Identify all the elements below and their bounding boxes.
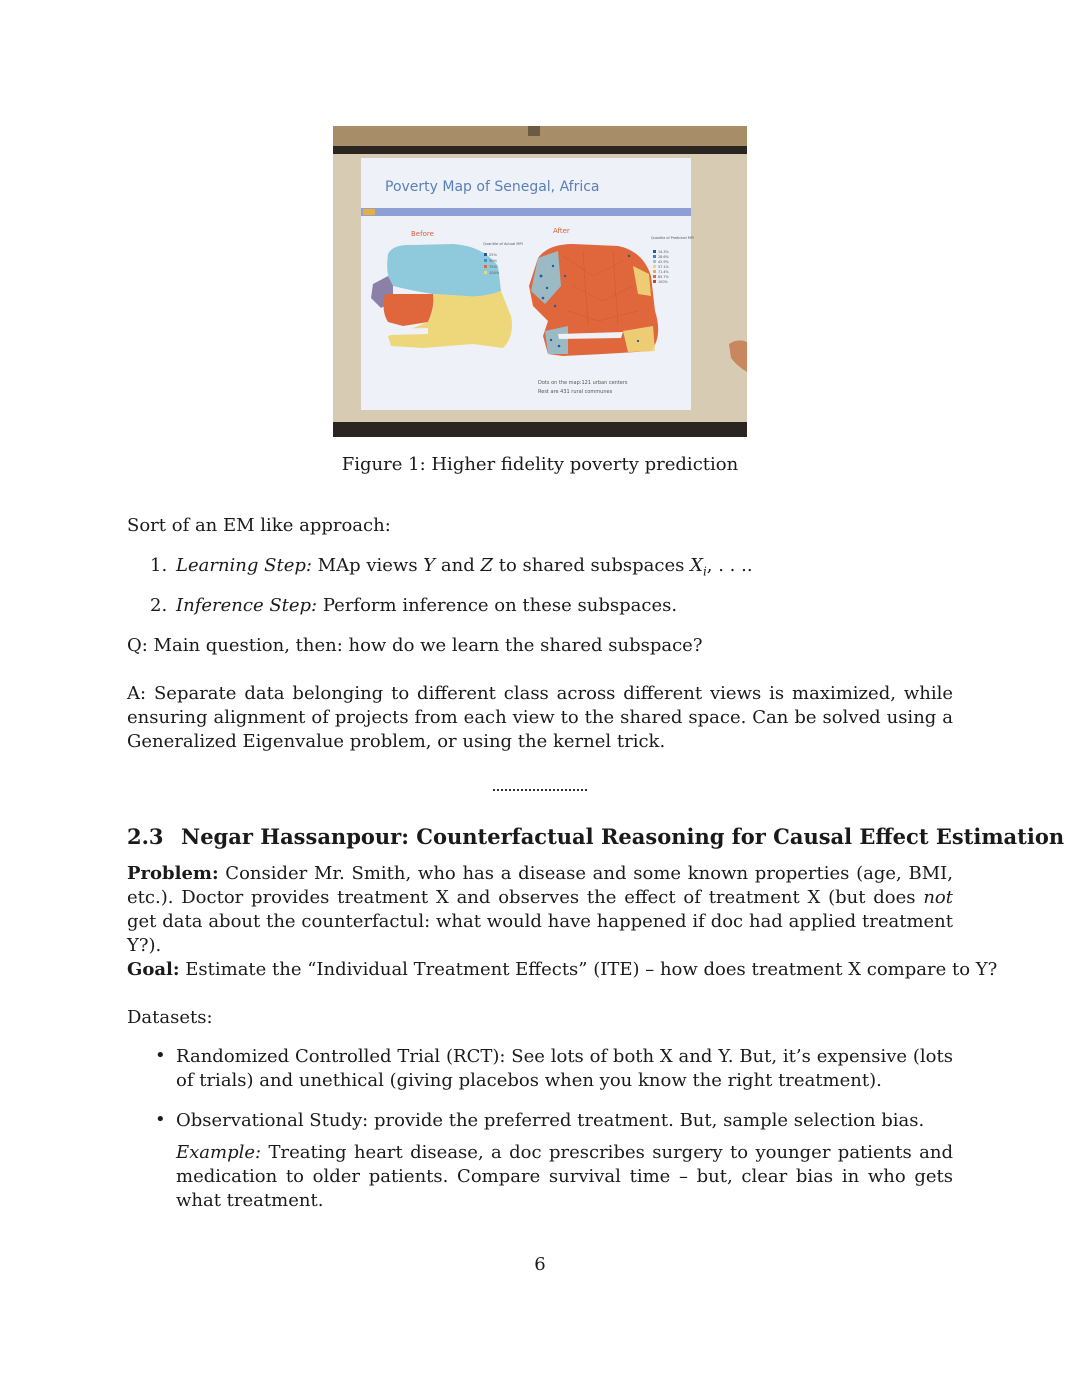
goal-label: Goal: — [127, 959, 180, 980]
after-legend-item: 28.6% — [658, 255, 669, 259]
after-legend-item: 14.3% — [658, 250, 669, 254]
intro-text: Sort of an EM like approach: — [127, 515, 391, 536]
before-legend-title: Quantile of Actual MPI — [483, 242, 523, 246]
step-inference — [176, 595, 677, 616]
after-legend-item: 57.1% — [658, 265, 669, 269]
problem-text: get data about the counterfactul: what would have happened if doc had applied treatment Y?). — [127, 911, 953, 956]
screen-top-frame — [333, 146, 747, 154]
section-separator — [493, 789, 587, 791]
before-label: Before — [411, 230, 434, 238]
goal-paragraph — [127, 958, 998, 982]
bullet-rct: Randomized Controlled Trial (RCT): See lots of both X and Y. But, it’s expensive (lots of trials) and unethical (giving placebos when you know the right treatment). — [176, 1046, 953, 1091]
before-legend-item: 75% — [489, 265, 497, 269]
section-title: Negar Hassanpour: Counterfactual Reasoning for Causal Effect Estimation — [181, 824, 1065, 849]
page-number: 6 — [534, 1254, 546, 1275]
after-legend-title: Quantile of Predicted MPI — [651, 236, 694, 240]
step-label: Inference Step: — [176, 595, 318, 616]
math-z: Z — [480, 555, 493, 576]
question-text: Q: Main question, then: how do we learn the shared subspace? — [127, 635, 703, 656]
section-number: 2.3 — [127, 824, 164, 849]
slide-note-2: Rest are 431 rural communes — [538, 389, 613, 395]
before-legend-item: 100% — [489, 271, 500, 275]
bullet-icon: • — [155, 1045, 166, 1066]
after-legend-item: 100% — [658, 280, 668, 284]
before-legend-item: 25% — [489, 253, 497, 257]
step-number: 2. — [150, 595, 168, 616]
step-label: Learning Step: — [176, 555, 312, 576]
goal-text: Estimate the “Individual Treatment Effects” (ITE) – how does treatment X compare to Y? — [179, 959, 998, 980]
problem-paragraph — [127, 862, 953, 958]
step-text: and — [435, 555, 481, 576]
step-text: to shared subspaces — [492, 555, 691, 576]
step-learning — [176, 555, 753, 579]
after-legend-item: 71.4% — [658, 270, 669, 274]
math-y: Y — [423, 555, 436, 576]
figure-caption: Figure 1: Higher fidelity poverty prediction — [341, 454, 739, 475]
slide-title-bar — [361, 208, 691, 216]
section-heading — [127, 824, 1065, 849]
step-text: , . . .. — [706, 555, 753, 576]
math-x: X — [690, 555, 703, 576]
bullet-observational: Observational Study: provide the preferred treatment. But, sample selection bias. — [176, 1110, 925, 1131]
before-legend-item: 50% — [489, 259, 497, 263]
answer-text: A: Separate data belonging to different class across different views is maximized, while ensuring alignment of projects from each view to the shared space. Can be solved using a Generalized Eigenvalue problem, or using the kernel trick. — [127, 683, 953, 752]
screen-bottom-frame — [333, 422, 747, 437]
after-legend-item: 85.7% — [658, 275, 669, 279]
after-label: After — [553, 227, 570, 235]
math-subscript: i — [702, 564, 707, 579]
slide-note-1: Dots on the map:121 urban centers — [538, 380, 628, 386]
problem-label: Problem: — [127, 863, 219, 884]
step-text: MAp views — [311, 555, 424, 576]
bullet-icon: • — [155, 1109, 166, 1130]
step-text: Perform inference on these subspaces. — [317, 595, 678, 616]
datasets-label: Datasets: — [127, 1007, 213, 1028]
problem-text: Consider Mr. Smith, who has a disease and some known properties (age, BMI, etc.). Doctor provides treatment X and observes the effect of treatment X (but does — [127, 863, 953, 908]
example-label: Example: — [176, 1142, 262, 1163]
step-number: 1. — [150, 555, 168, 576]
example-paragraph — [176, 1141, 953, 1213]
slide-title: Poverty Map of Senegal, Africa — [385, 179, 600, 195]
example-text: Treating heart disease, a doc prescribes surgery to younger patients and medication to older patients. Compare survival time – but, clear bias in who gets what treatment. — [176, 1142, 953, 1211]
poverty-map-photo — [333, 126, 747, 437]
after-map — [529, 244, 658, 356]
after-legend-item: 42.9% — [658, 260, 669, 264]
problem-emphasis: not — [923, 887, 953, 908]
